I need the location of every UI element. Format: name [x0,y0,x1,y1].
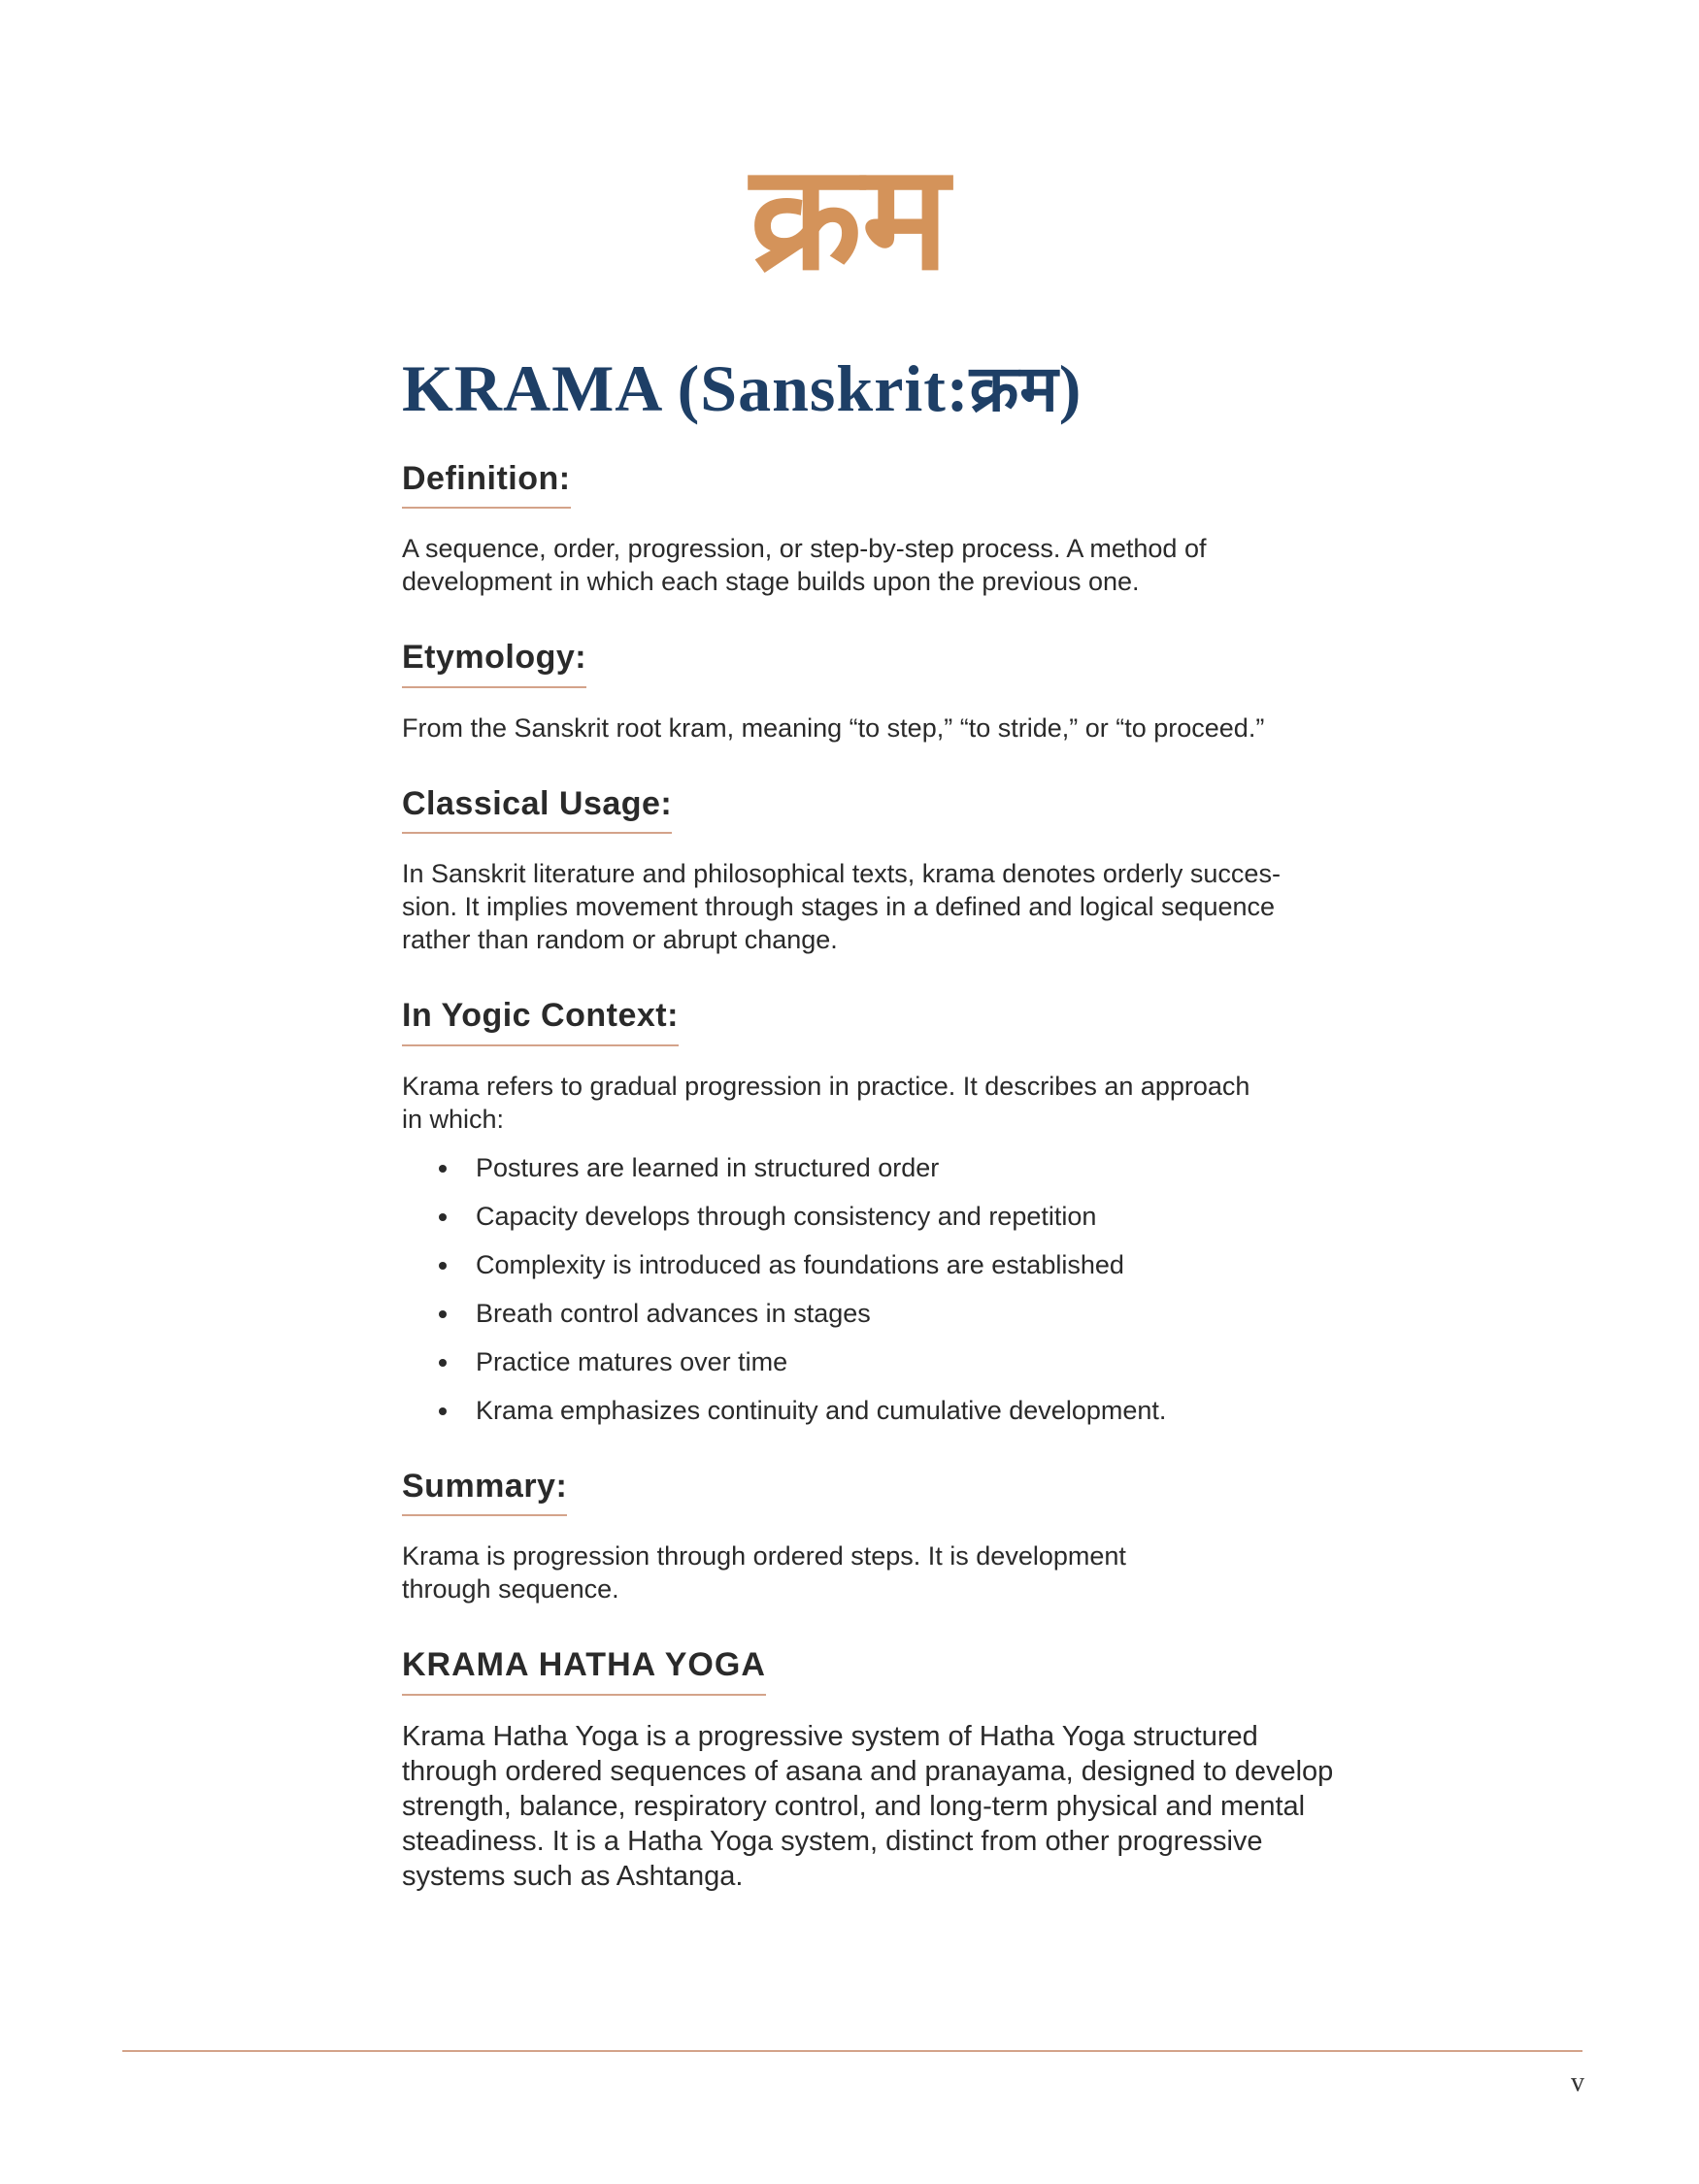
page-title [402,349,1334,429]
entry-content [402,349,1334,1933]
section-classical-usage [402,783,1334,957]
section-heading-krama-hatha-yoga: KRAMA HATHA YOGA [402,1644,766,1696]
etymology-text: From the Sanskrit root kram, meaning “to step,” “to stride,” or “to proceed.” [402,712,1265,743]
list-item: Breath control advances in stages [439,1297,1334,1330]
section-yogic-context [402,995,1334,1427]
page-number: v [1571,2068,1584,2098]
section-heading-yogic-context: In Yogic Context: [402,995,679,1046]
section-heading-classical-usage: Classical Usage: [402,783,672,835]
title-devanagari: क्रम [969,351,1059,426]
list-item: Krama emphasizes continuity and cumulative development. [439,1394,1334,1427]
title-prefix: KRAMA (Sanskrit: [402,351,970,425]
krama-hatha-yoga-text: Krama Hatha Yoga is a progressive system of Hatha Yoga structured through ordered sequences of asana and pranayama, designed to develop strength, balance, respiratory control, and long-term physical and mental steadiness. It is a Hatha Yoga system, distinct from other progressive systems such as Ashtanga. [402,1720,1334,1892]
summary-text: Krama is progression through ordered steps. It is development through sequence. [402,1541,1126,1605]
bullet-icon [439,1359,447,1367]
bullet-icon [439,1165,447,1173]
title-suffix: ) [1058,351,1083,425]
yogic-context-intro: Krama refers to gradual progression in practice. It describes an approach in which: [402,1071,1250,1134]
list-item: Postures are learned in structured order [439,1151,1334,1184]
section-krama-hatha-yoga [402,1644,1334,1894]
yogic-context-list [402,1151,1334,1427]
section-definition [402,458,1334,599]
list-item: Complexity is introduced as foundations are established [439,1248,1334,1281]
definition-text: A sequence, order, progression, or step-by-step process. A method of development in which each stage builds upon the previous one. [402,534,1207,597]
list-item: Capacity develops through consistency and repetition [439,1200,1334,1233]
bullet-icon [439,1407,447,1415]
bullet-icon [439,1262,447,1270]
header-devanagari-glyph: क्रम [750,134,949,303]
classical-usage-text: In Sanskrit literature and philosophical texts, krama denotes orderly succes-sion. It implies movement through stages in a defined and logical sequence rather than random or abrupt change. [402,859,1281,955]
section-etymology [402,637,1334,745]
bullet-icon [439,1310,447,1318]
list-item: Practice matures over time [439,1345,1334,1378]
section-heading-definition: Definition: [402,458,571,510]
section-heading-summary: Summary: [402,1466,567,1517]
footer-divider [122,2050,1582,2052]
section-heading-etymology: Etymology: [402,637,586,688]
section-summary [402,1466,1334,1606]
bullet-icon [439,1213,447,1221]
